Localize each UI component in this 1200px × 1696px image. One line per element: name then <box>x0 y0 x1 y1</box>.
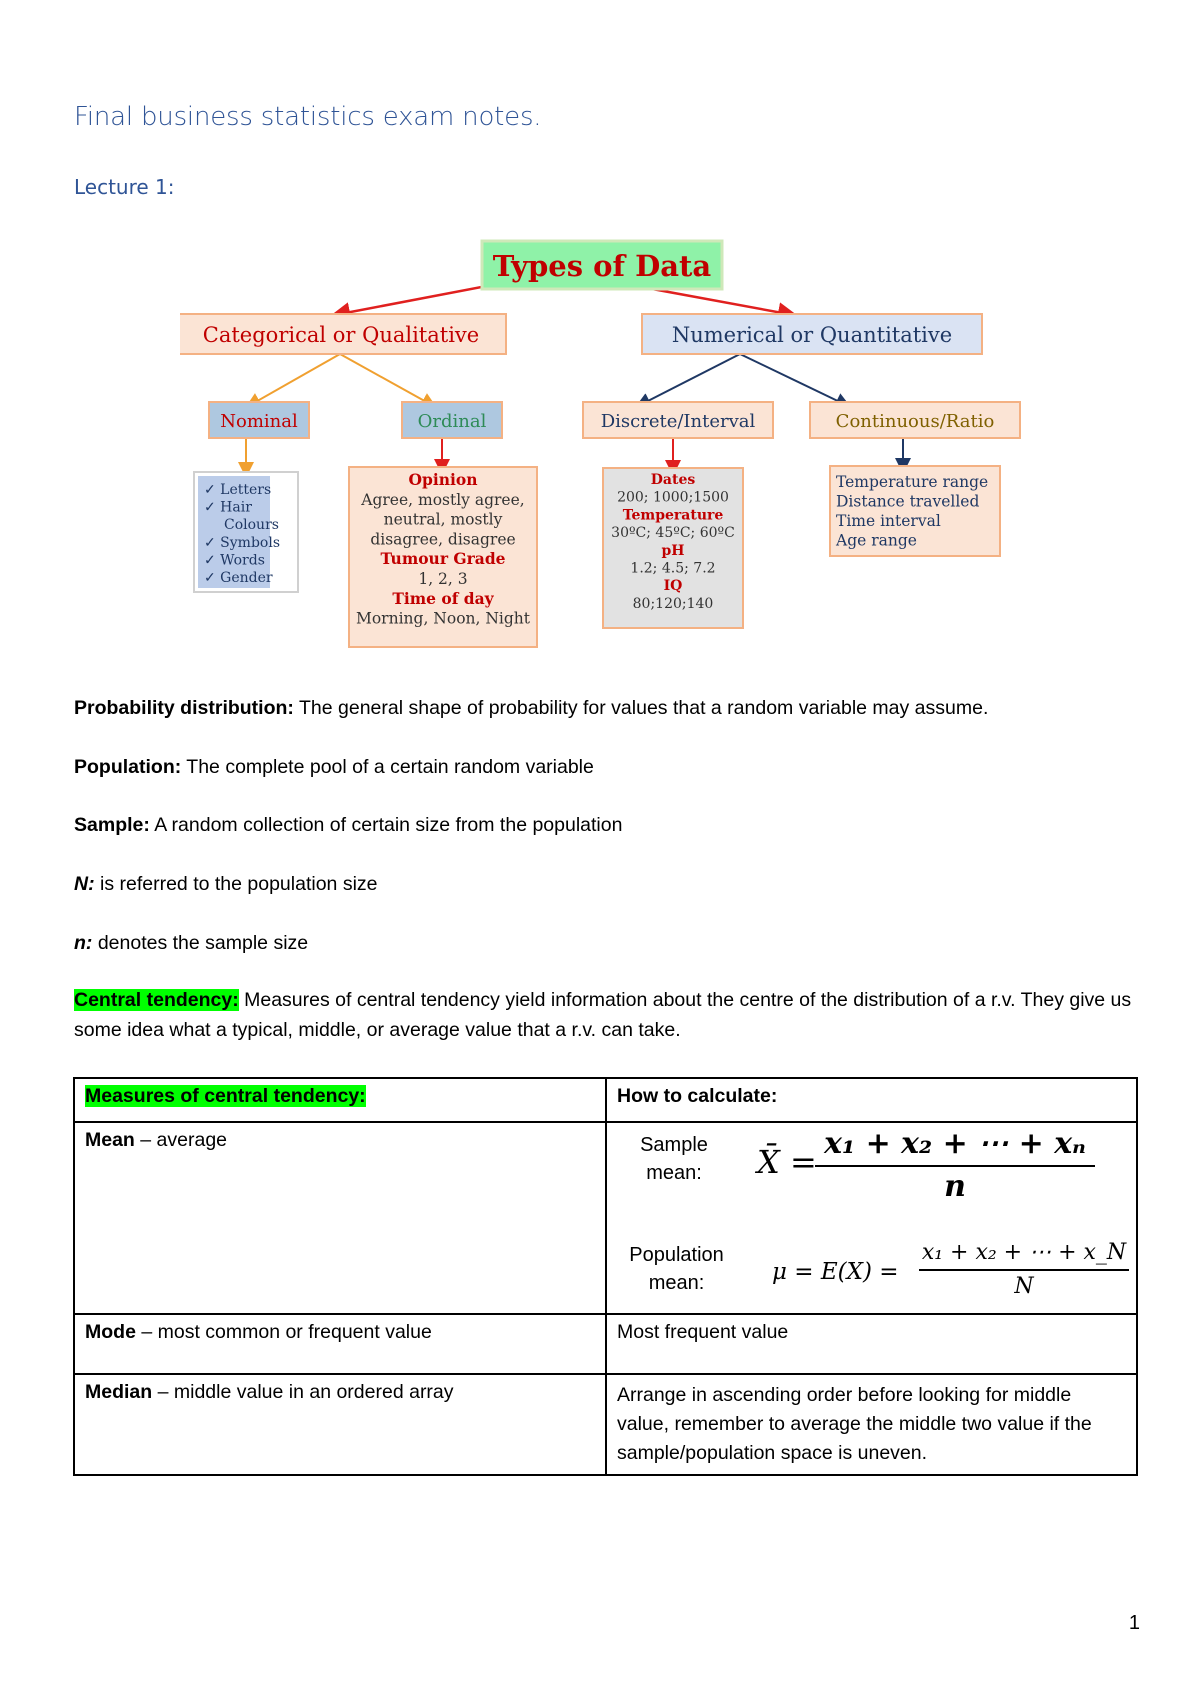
term: Central tendency: <box>74 989 239 1011</box>
diagram-list-item: 80;120;140 <box>632 595 714 612</box>
definition-probability-distribution <box>74 693 1134 723</box>
label-line: Sample <box>640 1134 708 1156</box>
page-number: 1 <box>1128 1612 1140 1634</box>
term: Population: <box>74 756 182 778</box>
diagram-list-item: disagree, disagree <box>370 530 516 549</box>
discrete-box <box>583 402 773 438</box>
diagram-list-item: Opinion <box>408 470 478 489</box>
denominator: n <box>944 1169 966 1204</box>
ordinal-items-box <box>349 467 537 647</box>
definition-text: Measures of central tendency yield information about the centre of the distribution of a r.v. They give us some idea what a typical, middle, or average value that a r.v. can take. <box>74 989 1132 1041</box>
sample-mean-lhs: X̄ = <box>757 1143 817 1181</box>
definition-text: The complete pool of a certain random variable <box>181 756 594 778</box>
definition-population <box>74 752 1134 782</box>
median-desc: – middle value in an ordered array <box>152 1381 454 1403</box>
central-tendency-table <box>73 1077 1138 1476</box>
table-cell <box>74 1078 606 1122</box>
diagram-list-item: Temperature range <box>836 473 989 491</box>
population-mean-label <box>619 1241 734 1297</box>
definition-sample-size <box>74 928 1134 958</box>
categorical-label: Categorical or Qualitative <box>202 323 480 347</box>
mean-formulas <box>607 1123 1136 1313</box>
diagram-list-item: 1.2; 4.5; 7.2 <box>630 560 716 577</box>
table-row <box>74 1314 1137 1374</box>
diagram-list-item: Agree, mostly agree, <box>361 490 525 509</box>
lecture-heading: Lecture 1: <box>74 175 175 199</box>
sample-mean-label <box>629 1131 719 1187</box>
population-mean-lhs: μ = E(X) = <box>772 1259 899 1285</box>
types-of-data-diagram <box>180 232 1040 652</box>
label-line: mean: <box>648 1272 705 1294</box>
median-calc: Arrange in ascending order before looking for middle value, remember to average the middle two value if the sample/population space is uneven. <box>617 1384 1092 1464</box>
table-cell <box>74 1122 606 1314</box>
ordinal-box <box>402 402 502 438</box>
diagram-list-item: ✓ Words <box>204 552 265 569</box>
diagram-list-item: Temperature <box>622 507 724 524</box>
nominal-box <box>209 402 309 438</box>
mode-desc: – most common or frequent value <box>135 1321 432 1343</box>
median-term: Median <box>85 1381 153 1403</box>
table-cell <box>606 1122 1137 1314</box>
diagram-list-item: Tumour Grade <box>380 549 506 569</box>
diagram-list-item: ✓ Symbols <box>204 534 281 551</box>
table-cell <box>606 1374 1137 1475</box>
numerator: x₁ + x₂ + ⋯ + x_N <box>921 1240 1127 1265</box>
diagram-list-item: ✓ Hair <box>204 499 252 516</box>
definition-text: The general shape of probability for values that a random variable may assume. <box>293 697 989 719</box>
definition-text: A random collection of certain size from the population <box>149 814 623 836</box>
header-right: How to calculate: <box>617 1085 778 1107</box>
table-cell <box>74 1314 606 1374</box>
mean-term: Mean <box>85 1129 135 1151</box>
diagram-list-item: Distance travelled <box>836 492 980 511</box>
mean-desc: – average <box>134 1129 228 1151</box>
table-cell <box>606 1078 1137 1122</box>
types-of-data-box <box>482 241 722 289</box>
nominal-items-box <box>194 472 298 592</box>
connector-lines <box>246 272 903 470</box>
table-cell <box>74 1374 606 1475</box>
diagram-list-item: ✓ Letters <box>204 482 272 498</box>
discrete-items-box <box>603 468 743 628</box>
table-cell <box>606 1314 1137 1374</box>
diagram-list-item: Morning, Noon, Night <box>355 609 531 628</box>
numerical-box <box>642 314 982 354</box>
table-row <box>74 1374 1137 1475</box>
diagram-list-item: IQ <box>663 578 683 595</box>
diagram-list-item: neutral, mostly <box>383 510 503 529</box>
page-title: Final business statistics exam notes. <box>74 102 542 132</box>
definition-central-tendency <box>74 985 1134 1045</box>
definition-text: denotes the sample size <box>92 932 309 954</box>
diagram-list-item: pH <box>661 542 685 559</box>
categorical-box <box>180 314 506 354</box>
term: Sample: <box>74 814 150 836</box>
continuous-box <box>810 402 1020 438</box>
label-line: Population <box>629 1244 724 1266</box>
table-row <box>74 1122 1137 1314</box>
denominator: N <box>1014 1274 1034 1299</box>
fraction-bar <box>919 1269 1129 1271</box>
continuous-items-box <box>830 466 1000 556</box>
diagram-list-item: 1, 2, 3 <box>418 570 468 588</box>
term: N: <box>74 873 95 895</box>
ordinal-label: Ordinal <box>417 411 487 432</box>
definition-population-size <box>74 869 1134 899</box>
population-mean-fraction <box>919 1239 1129 1301</box>
numerator: x₁ + x₂ + ⋯ + xₙ <box>824 1126 1086 1161</box>
term: Probability distribution: <box>74 697 294 719</box>
diagram-list-item: Time of day <box>392 588 494 608</box>
diagram-list-item: ✓ Gender <box>204 570 273 586</box>
diagram-list-item: Colours <box>224 517 279 534</box>
term: n: <box>74 932 93 954</box>
discrete-label: Discrete/Interval <box>600 411 756 432</box>
numerical-label: Numerical or Quantitative <box>671 323 953 347</box>
diagram-list-item: 200; 1000;1500 <box>617 489 729 506</box>
table-header-row <box>74 1078 1137 1122</box>
diagram-list-item: 30ºC; 45ºC; 60ºC <box>611 525 735 542</box>
definition-text: is referred to the population size <box>94 873 378 895</box>
root-label: Types of Data <box>492 249 712 283</box>
nominal-label: Nominal <box>220 411 298 432</box>
sample-mean-fraction <box>815 1125 1095 1205</box>
diagram-list-item: Age range <box>836 531 917 550</box>
header-left: Measures of central tendency: <box>85 1085 366 1107</box>
fraction-bar <box>815 1165 1095 1167</box>
mode-term: Mode <box>85 1321 136 1343</box>
diagram-list-item: Dates <box>650 472 696 488</box>
continuous-label: Continuous/Ratio <box>835 411 995 432</box>
label-line: mean: <box>646 1162 702 1184</box>
mode-calc: Most frequent value <box>617 1321 789 1343</box>
diagram-list-item: Time interval <box>836 512 941 530</box>
definition-sample <box>74 810 1134 840</box>
